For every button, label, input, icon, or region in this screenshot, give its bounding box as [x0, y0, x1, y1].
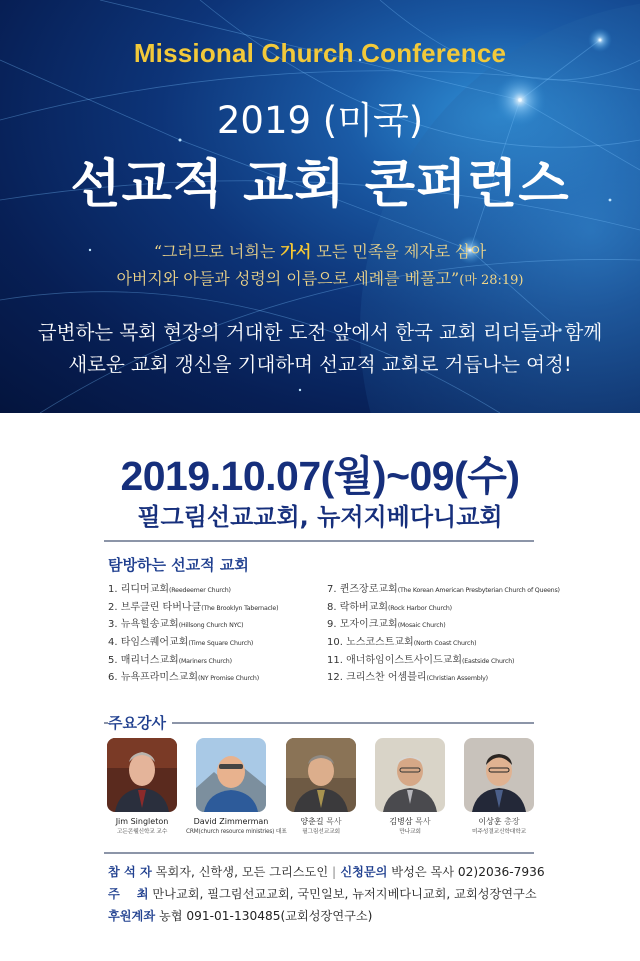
churches-section-title: 탐방하는 선교적 교회 [108, 556, 249, 574]
speaker-card [454, 738, 544, 836]
info-host [108, 884, 537, 904]
conference-main-title: 선교적 교회 콘퍼런스 [70, 155, 570, 215]
divider [104, 852, 534, 854]
speaker-photo [286, 738, 356, 812]
speaker-name: 김병삼 목사 [389, 817, 431, 826]
speaker-name: 이상훈 총장 [478, 817, 520, 826]
attendees-value: 목회자, 신학생, 모든 그리스도인 [151, 865, 332, 879]
attendees-label: 참 석 자 [108, 865, 152, 879]
church-name-korean: 8. 락하버교회 [327, 601, 389, 613]
church-item [108, 634, 328, 652]
verse-text: 모든 민족을 제자로 삼아 [311, 242, 487, 261]
event-venue: 필그림선교교회, 뉴저지베다니교회 [137, 503, 503, 531]
verse-line-2 [0, 265, 640, 294]
speaker-name: 양춘길 목사 [300, 817, 342, 826]
conference-subtitle [0, 317, 640, 381]
church-item [327, 652, 542, 670]
subtitle-line-1: 급변하는 목회 현장의 거대한 도전 앞에서 한국 교회 리더들과 함께 [37, 321, 603, 344]
speaker-card [365, 738, 455, 836]
church-name-korean: 2. 브루클린 타버나클 [108, 601, 202, 613]
speaker-name: David Zimmerman [193, 817, 269, 826]
church-name-korean: 5. 매리너스교회 [108, 654, 179, 666]
hero-banner [0, 0, 640, 413]
church-item [327, 669, 542, 687]
bible-verse [0, 238, 640, 294]
church-list [108, 581, 560, 711]
church-name-english: (Reedeemer Church) [169, 587, 231, 594]
event-date: 2019.10.07(월)~09(수) [120, 453, 520, 499]
info-attendees [108, 862, 545, 882]
church-item [327, 581, 560, 599]
verse-text: 아버지와 아들과 성령의 이름으로 세례를 베풀고” [116, 269, 460, 288]
speaker-card [97, 738, 187, 836]
church-name-english: (Eastside Church) [462, 657, 515, 665]
account-label: 후원계좌 [108, 909, 156, 923]
church-item [108, 599, 328, 617]
church-name-english: (Hillsong Church NYC) [178, 622, 244, 630]
speaker-affiliation: 만나교회 [399, 829, 421, 835]
church-name-english: (NY Promise Church) [198, 675, 259, 683]
speaker-affiliation: 미주성결교신학대학교 [472, 829, 526, 835]
church-name-korean: 7. 퀸즈장로교회 [327, 584, 398, 595]
contact-label: 신청문의 [336, 865, 388, 879]
church-name-english: (Rock Harbor Church) [388, 604, 452, 612]
church-name-korean: 3. 뉴욕힐송교회 [108, 619, 179, 631]
speaker-affiliation: 필그림선교교회 [302, 829, 340, 835]
church-list-left [108, 581, 328, 687]
church-name-english: (The Brooklyn Tabernacle) [201, 604, 279, 612]
church-item [327, 634, 542, 652]
church-name-english: (Christian Assembly) [426, 675, 488, 683]
church-name-korean: 11. 애너하임이스트사이드교회 [327, 654, 463, 666]
church-item [327, 616, 542, 634]
church-name-korean: 12. 크리스찬 어셈블리 [327, 672, 427, 684]
verse-text: “그러므로 너희는 [153, 242, 281, 261]
church-name-english: (North Coast Church) [413, 640, 477, 648]
speaker-card [186, 738, 287, 836]
conference-year-title: 2019 (미국) [216, 99, 424, 142]
speaker-card [276, 738, 366, 836]
info-account [108, 906, 372, 926]
church-name-korean: 1. 리디머교회 [108, 584, 170, 595]
church-item [108, 581, 328, 599]
contact-value: 박성은 목사 02)2036-7936 [387, 865, 545, 879]
speaker-name: Jim Singleton [115, 817, 169, 826]
church-name-korean: 9. 모자이크교회 [327, 619, 398, 631]
speaker-affiliation: 고든콘웰신학교 교수 [116, 829, 168, 835]
separator: | [331, 865, 337, 879]
church-name-korean: 6. 뉴욕프라미스교회 [108, 672, 198, 684]
speaker-photo [107, 738, 177, 812]
church-name-english: (Mariners Church) [178, 657, 232, 665]
speaker-photo [196, 738, 266, 812]
speakers-section-title: 주요강사 [108, 712, 172, 733]
church-item [108, 669, 328, 687]
verse-line-1 [0, 238, 640, 265]
church-name-english: (Time Square Church) [188, 640, 254, 648]
divider [104, 540, 534, 542]
verse-reference: (마 28:19) [459, 273, 524, 288]
church-name-english: (Mosaic Church) [397, 622, 446, 630]
subtitle-line-2: 새로운 교회 갱신을 기대하며 선교적 교회로 거듭나는 여정! [68, 353, 572, 376]
host-label: 주 최 [108, 887, 149, 901]
church-name-korean: 4. 타임스퀘어교회 [108, 637, 189, 649]
conference-english-title: Missional Church Conference [133, 38, 507, 68]
church-name-korean: 10. 노스코스트교회 [327, 637, 414, 649]
church-name-english: (The Korean American Presbyterian Church of Queens) [397, 587, 560, 594]
church-list-right [327, 581, 560, 687]
verse-highlight: 가서 [280, 242, 312, 261]
church-item [327, 599, 542, 617]
church-item [108, 652, 328, 670]
speaker-photo [464, 738, 534, 812]
speaker-affiliation: CRM(church resource ministries) 대표 [186, 829, 287, 835]
host-value: 만나교회, 필그림선교교회, 국민일보, 뉴저지베다니교회, 교회성장연구소 [148, 887, 537, 901]
speaker-photo [375, 738, 445, 812]
account-value: 농협 091-01-130485(교회성장연구소) [155, 909, 373, 923]
church-item [108, 616, 328, 634]
